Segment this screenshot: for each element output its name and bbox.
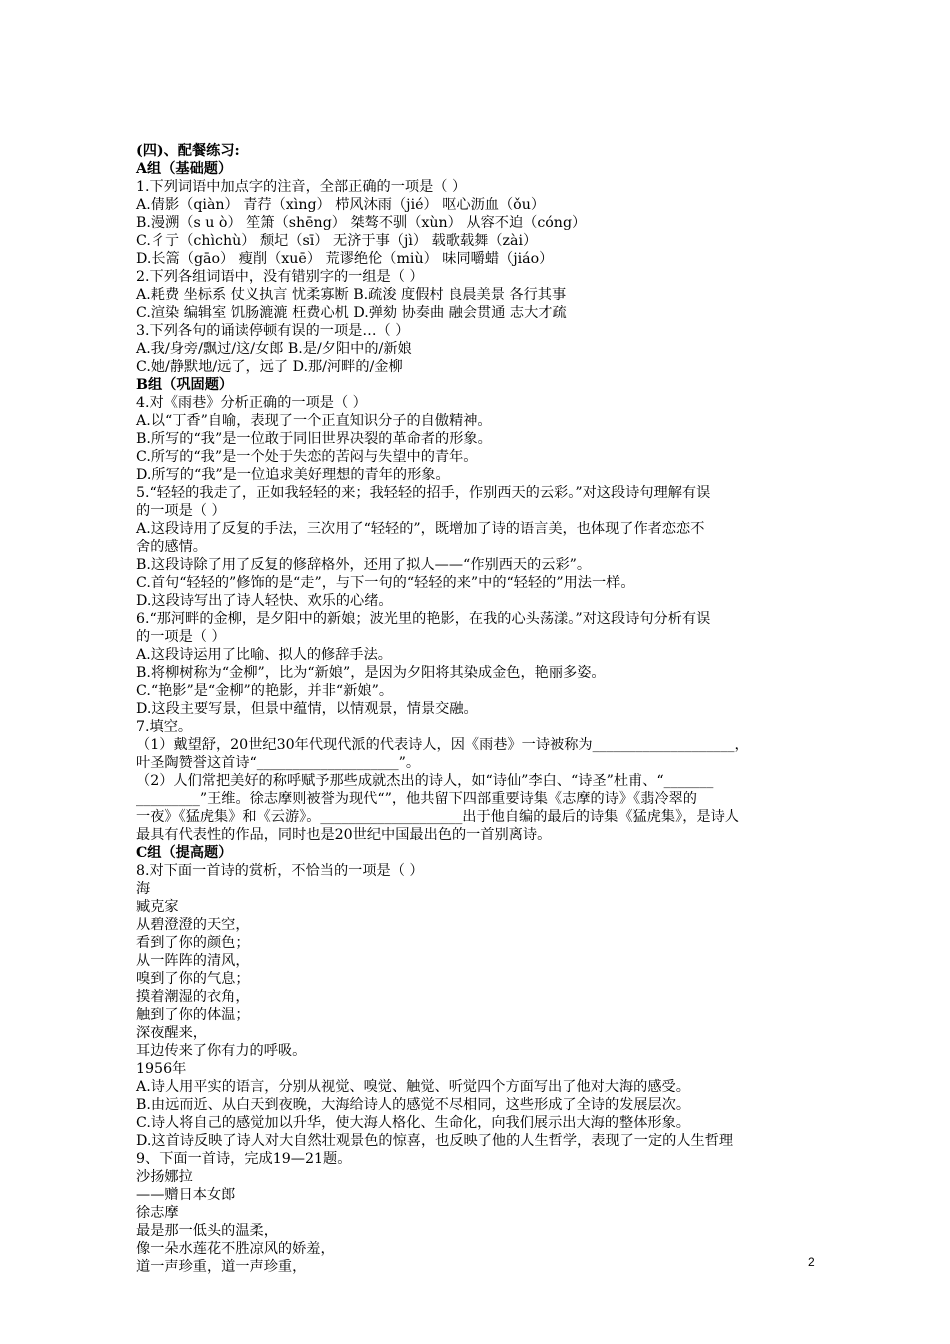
text-line: B.将柳树称为“金柳”，比为“新娘”，是因为夕阳将其染成金色，艳丽多姿。 <box>136 665 606 681</box>
text-line: B.漫溯（s u ò） 笙箫（shēng） 桀骜不驯（xùn） 从容不迫（cóng） <box>136 215 587 231</box>
text-line: 的一项是（ ） <box>136 629 226 645</box>
text-line: 臧克家 <box>136 899 179 915</box>
text-line: 从一阵阵的清风， <box>136 953 250 969</box>
section-heading: (四)、配餐练习: <box>136 143 240 159</box>
text-line: 4.对《雨巷》分析正确的一项是（ ） <box>136 395 367 411</box>
text-line: 一夜》《猛虎集》和《云游》。____________________出于他自编的最后的诗集《猛虎集》，是诗人 <box>136 809 739 825</box>
text-line: 8.对下面一首诗的赏析，不恰当的一项是（ ） <box>136 863 424 879</box>
text-line: 7.填空。 <box>136 719 193 735</box>
text-line: 的一项是（ ） <box>136 503 226 519</box>
text-line: B.这段诗除了用了反复的修辞格外，还用了拟人——“作别西天的云彩”。 <box>136 557 592 573</box>
text-line: 从碧澄澄的天空， <box>136 917 250 933</box>
text-line: 徐志摩 <box>136 1205 179 1221</box>
text-line: 1956年 <box>136 1061 187 1077</box>
text-line: 道一声珍重，道一声珍重， <box>136 1259 307 1275</box>
text-line: C.所写的“我”是一个处于失恋的苦闷与失望中的青年。 <box>136 449 478 465</box>
text-line: A.以“丁香”自喻，表现了一个正直知识分子的自傲精神。 <box>136 413 492 429</box>
text-line: C.她/静默地/远了，远了 D.那/河畔的/金柳 <box>136 359 403 375</box>
text-line: D.所写的“我”是一位追求美好理想的青年的形象。 <box>136 467 450 483</box>
text-line: 触到了你的体温； <box>136 1007 250 1023</box>
text-line: 像一朵水莲花不胜凉风的娇羞， <box>136 1241 335 1257</box>
text-line: A.我/身旁/飘过/这/女郎 B.是/夕阳中的/新娘 <box>136 341 412 357</box>
text-line: B.由远而近、从白天到夜晚，大海给诗人的感觉不尽相同，这些形成了全诗的发展层次。 <box>136 1097 691 1113</box>
text-line: A.耗费 坐标系 仗义执言 忧柔寡断 B.疏浚 度假村 良晨美景 各行其事 <box>136 287 567 303</box>
text-line: 最是那一低头的温柔， <box>136 1223 278 1239</box>
text-line: （1）戴望舒，20世纪30年代现代派的代表诗人，因《雨巷》一诗被称为____________________， <box>136 737 749 753</box>
text-line: 9、下面一首诗，完成19—21题。 <box>136 1151 352 1167</box>
text-line: 耳边传来了你有力的呼吸。 <box>136 1043 307 1059</box>
text-line: 最具有代表性的作品，同时也是20世纪中国最出色的一首别离诗。 <box>136 827 552 843</box>
text-line: _________”王维。徐志摩则被誉为现代“”，他共留下四部重要诗集《志摩的诗》《翡冷翠的 <box>136 791 697 807</box>
text-line: ——赠日本女郎 <box>136 1187 236 1203</box>
text-line: A.诗人用平实的语言，分别从视觉、嗅觉、触觉、听觉四个方面写出了他对大海的感受。 <box>136 1079 690 1095</box>
text-line: D.这段主要写景，但景中蕴情，以情观景，情景交融。 <box>136 701 478 717</box>
text-line: 3.下列各句的诵读停顿有误的一项是…（ ） <box>136 323 410 339</box>
text-line: B.所写的“我”是一位敢于同旧世界决裂的革命者的形象。 <box>136 431 492 447</box>
text-line: C.彳亍（chìchù） 颓圮（sī） 无济于事（jì） 载歌载舞（zài） <box>136 233 538 249</box>
text-line: A.倩影（qiàn） 青荇（xìng） 栉风沐雨（jié） 呕心沥血（ǒu） <box>136 197 546 213</box>
text-line: C.“艳影”是“金柳”的艳影，并非“新娘”。 <box>136 683 394 699</box>
text-line: C.诗人将自己的感觉加以升华，使大海人格化、生命化，向我们展示出大海的整体形象。 <box>136 1115 690 1131</box>
text-line: D.这段诗写出了诗人轻快、欢乐的心绪。 <box>136 593 393 609</box>
page-number: 2 <box>808 1255 815 1269</box>
text-line: 沙扬娜拉 <box>136 1169 193 1185</box>
text-line: 海 <box>136 881 151 897</box>
text-line: 1.下列词语中加点字的注音，全部正确的一项是（ ） <box>136 179 467 195</box>
text-line: 2.下列各组词语中，没有错别字的一组是（ ） <box>136 269 424 285</box>
text-line: 嗅到了你的气息； <box>136 971 250 987</box>
text-line: 看到了你的颜色； <box>136 935 250 951</box>
text-line: 摸着潮湿的衣角， <box>136 989 250 1005</box>
text-line: 舍的感情。 <box>136 539 207 555</box>
text-line: C.渲染 编辑室 饥肠漉漉 枉费心机 D.弹劾 协奏曲 融会贯通 志大才疏 <box>136 305 567 321</box>
text-line: D.这首诗反映了诗人对大自然壮观景色的惊喜，也反映了他的人生哲学，表现了一定的人生哲理 <box>136 1133 734 1149</box>
text-line: D.长篙（gāo） 瘦削（xuē） 荒谬绝伦（miù） 味同嚼蜡（jiáo） <box>136 251 554 267</box>
text-line: C.首句“轻轻的”修饰的是“走”，与下一句的“轻轻的来”中的“轻轻的”用法一样。 <box>136 575 635 591</box>
text-line: A.这段诗运用了比喻、拟人的修辞手法。 <box>136 647 392 663</box>
section-heading: C组（提高题） <box>136 845 233 861</box>
section-heading: A组（基础题） <box>136 161 233 177</box>
text-line: 6.“那河畔的金柳，是夕阳中的新娘；波光里的艳影，在我的心头荡漾。”对这段诗句分析有误 <box>136 611 711 627</box>
text-line: 叶圣陶赞誉这首诗“____________________”。 <box>136 755 421 771</box>
text-line: 5.“轻轻的我走了，正如我轻轻的来；我轻轻的招手，作别西天的云彩。”对这段诗句理解有误 <box>136 485 711 501</box>
text-line: A.这段诗用了反复的手法，三次用了“轻轻的”，既增加了诗的语言美，也体现了作者恋恋不 <box>136 521 705 537</box>
document-body <box>136 142 816 1276</box>
text-line: （2）人们常把美好的称呼赋予那些成就杰出的诗人，如“诗仙”李白、“诗圣”杜甫、“_______ <box>136 773 714 789</box>
text-line: 深夜醒来， <box>136 1025 207 1041</box>
section-heading: B组（巩固题） <box>136 377 234 393</box>
